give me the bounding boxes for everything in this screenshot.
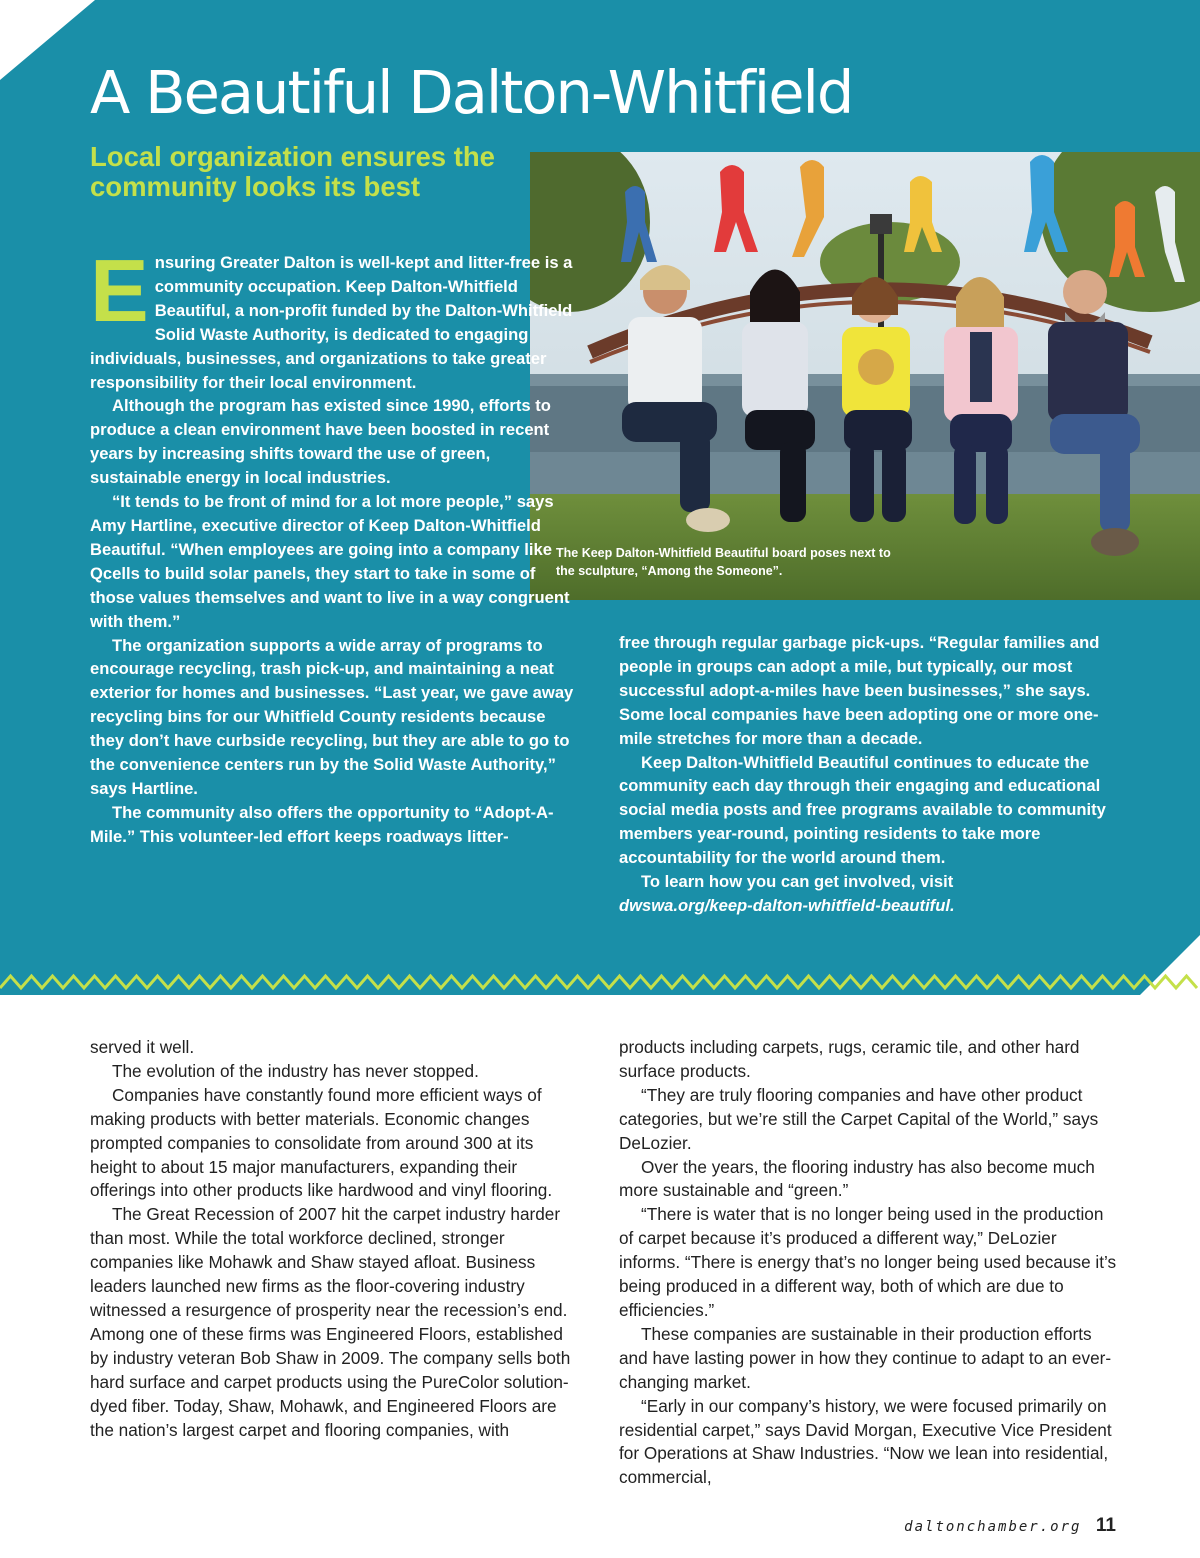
- photo-caption: The Keep Dalton-Whitfield Beautiful board poses next to the sculpture, “Among the Someone”.: [556, 546, 891, 578]
- paragraph: Keep Dalton-Whitfield Beautiful continues to educate the community each day through their engaging and educational social media posts and free programs available to community members year-round, pointing residents to take more accountability for the world around them.: [619, 752, 1106, 868]
- paragraph: products including carpets, rugs, ceramic tile, and other hard surface products.: [619, 1037, 1080, 1081]
- paragraph: “It tends to be front of mind for a lot more people,” says Amy Hartline, executive director of Keep Dalton-Whitfield Beautiful. “When employees are going into a company like Qcells to build solar panels, they start to take in some of those values themselves and want to live in a way congruent with them.”: [90, 492, 570, 631]
- paragraph: free through regular garbage pick-ups. “Regular families and people in groups can adopt a mile, but typically, our most successful adopt-a-miles have been businesses,” she says. Some local companies have been adopting one or more one-mile stretches for more than a decade.: [619, 633, 1100, 748]
- zigzag-divider: [0, 968, 1200, 996]
- drop-cap: E: [90, 241, 149, 340]
- paragraph: Over the years, the flooring industry has also become much more sustainable and “green.”: [619, 1156, 1095, 1201]
- paragraph: “Early in our company’s history, we were focused primarily on residential carpet,” says David Morgan, Executive Vice President for Operations at Shaw Industries. “Now we lean into residential, commercial,: [619, 1395, 1112, 1488]
- continued-column-right: [619, 1036, 1119, 1490]
- paragraph: The Great Recession of 2007 hit the carpet industry harder than most. While the total workforce declined, stronger companies like Mohawk and Shaw stayed afloat. Business leaders launched new firms as the floor-covering industry witnessed a resurgence of prosperity near the recession’s end. Among one of these firms was Engineered Floors, established by industry veteran Bob Shaw in 2009. The company sells both hard surface and carpet products using the PureColor solution-dyed fiber. Today, Shaw, Mohawk, and Engineered Floors are the nation’s largest carpet and flooring companies, with: [90, 1204, 571, 1440]
- page-footer: [904, 1515, 1116, 1537]
- paragraph: The evolution of the industry has never stopped.: [112, 1060, 479, 1081]
- paragraph: To learn how you can get involved, visit: [641, 872, 954, 892]
- feature-column-left: [90, 241, 580, 849]
- paragraph: The organization supports a wide array of programs to encourage recycling, trash pick-up, and maintaining a neat exterior for homes and businesses. “Last year, we gave away recycling bins for our Whitfield County residents because they don’t have curbside recycling, but they are able to go to the convenience centers run by the Solid Waste Authority,” says Hartline.: [90, 635, 574, 798]
- article-subtitle: Local organization ensures the community looks its best: [90, 141, 495, 202]
- paragraph: The community also offers the opportunity to “Adopt-A-Mile.” This volunteer-led effort keeps roadways litter-: [90, 802, 554, 846]
- continued-column-left: [90, 1036, 582, 1442]
- paragraph: Companies have constantly found more efficient ways of making products with better materials. Economic changes prompted companies to consolidate from around 300 at its height to about 15 major manufacturers, expanding their offerings into other products like hardwood and vinyl flooring.: [90, 1084, 553, 1201]
- website-link[interactable]: dwswa.org/keep-dalton-whitfield-beautiful.: [619, 895, 955, 915]
- paragraph: “They are truly flooring companies and have other product categories, but we’re still the Carpet Capital of the World,” says DeLozier.: [619, 1084, 1099, 1153]
- paragraph: served it well.: [90, 1037, 195, 1057]
- page-number: 11: [1095, 1515, 1116, 1536]
- paragraph: Although the program has existed since 1990, efforts to produce a clean environment have been boosted in recent years by increasing shifts toward the use of green, sustainable energy in local industries.: [90, 396, 551, 488]
- board-photo: [530, 152, 1200, 600]
- paragraph: “There is water that is no longer being used in the production of carpet because it’s produced a different way,” DeLozier informs. “There is energy that’s no longer being used because it’s being produced in a different way, both of which are due to efficiencies.”: [619, 1204, 1117, 1320]
- paragraph: These companies are sustainable in their production efforts and have lasting power in how they continue to adapt to an ever-changing market.: [619, 1323, 1112, 1392]
- article-title: A Beautiful Dalton-Whitfield: [90, 58, 853, 127]
- paragraph: nsuring Greater Dalton is well-kept and litter-free is a community occupation. Keep Dalton-Whitfield Beautiful, a non-profit funded by the Dalton-Whitfield Solid Waste Authority, is dedicated to engaging individuals, businesses, and organizations to take greater responsibility for their local environment.: [90, 253, 573, 392]
- footer-website[interactable]: daltonchamber.org: [904, 1519, 1082, 1535]
- feature-column-right: [619, 631, 1114, 918]
